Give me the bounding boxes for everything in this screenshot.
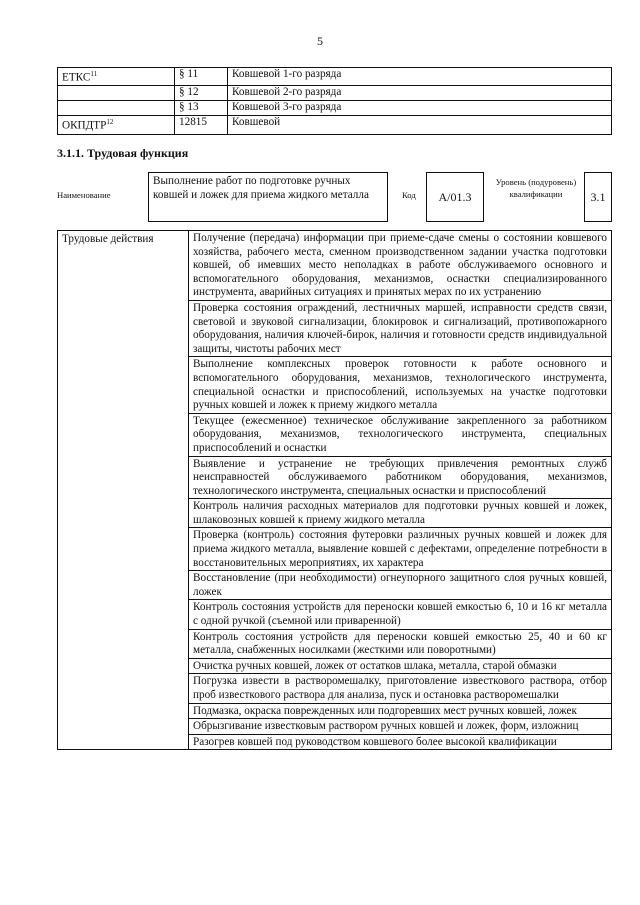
labor-action-item: Очистка ручных ковшей, ложек от остатков шлака, металла, старой обмазки (189, 658, 612, 674)
labor-actions-table (57, 230, 612, 750)
labor-action-item: Текущее (ежесменное) техническое обслуживание закрепленного за работником оборудования, механизмов, технологического инструмента, специальных приспособлений и оснастки (189, 413, 612, 456)
code-cell: 12815 (175, 116, 228, 134)
classifier-cell (58, 86, 175, 101)
labor-action-item: Погрузка извести в растворомешалку, приготовление известкового раствора, отбор проб известкового раствора для анализа, пуск и остановка растворомешалки (189, 674, 612, 703)
code-cell: § 12 (175, 86, 228, 101)
table-row (58, 101, 612, 116)
labor-actions-body (58, 231, 612, 750)
table-row (58, 86, 612, 101)
footnote-marker: 12 (106, 118, 114, 127)
labor-action-item: Выполнение комплексных проверок готовности к работе основного и вспомогательного оборудования, механизмов, технологического инструмента, специальной оснастки и приспособлений, используемых на участке подготовки ручных ковшей и ложек к приему жидкого металла (189, 357, 612, 413)
table-row (58, 68, 612, 86)
qualification-level-label: Уровень (подуровень) квалификации (495, 177, 577, 199)
labor-action-item: Контроль наличия расходных материалов для подготовки ручных ковшей и ложек, шлаковозных ковшей к приему жидкого металла (189, 499, 612, 528)
function-name: Выполнение работ по подготовке ручных ковшей и ложек для приема жидкого металла (148, 172, 388, 222)
footnote-marker: 11 (90, 70, 98, 78)
title-cell: Ковшевой (228, 116, 612, 134)
classifier-cell (58, 68, 175, 86)
labor-action-item: Выявление и устранение не требующих привлечения ремонтных служб неисправностей обслуживаемого работником оборудования, механизмов, технологического инструмента, специальных оснастки и приспособлений (189, 456, 612, 499)
classifier-name: ОКПДТР (62, 120, 107, 133)
labor-action-item: Подмазка, окраска поврежденных или подгоревших мест ручных ковшей, ложек (189, 703, 612, 719)
qualification-level: 3.1 (584, 172, 612, 222)
classifier-cell (58, 116, 175, 134)
labor-action-item: Получение (передача) информации при приеме-сдаче смены о состоянии ковшевого хозяйства, рабочего места, сменном производственном задании участка подготовки ковшей, об имевших место неполадках в работе обслуживаемого основного и вспомогательного оборудования, механизмов, оснастки специализированного инструмента, аварийных ситуациях и принятых мерах по их устранению (189, 231, 612, 301)
code-cell: § 13 (175, 101, 228, 116)
function-name-label: Наименование (57, 190, 111, 200)
table-row (58, 231, 612, 301)
title-cell: Ковшевой 1-го разряда (228, 68, 612, 86)
title-cell: Ковшевой 3-го разряда (228, 101, 612, 116)
labor-action-item: Восстановление (при необходимости) огнеупорного защитного слоя ручных ковшей, ложек (189, 571, 612, 600)
function-code: A/01.3 (426, 172, 484, 222)
table-row (58, 116, 612, 134)
labor-action-item: Проверка (контроль) состояния футеровки различных ручных ковшей и ложек для приема жидкого металла, выявление ковшей с дефектами, определение потребности в восстановительных мероприятиях, их характера (189, 528, 612, 571)
page-number: 5 (317, 34, 323, 48)
code-cell: § 11 (175, 68, 228, 86)
labor-action-item: Обрызгивание известковым раствором ручных ковшей и ложек, форм, изложниц (189, 719, 612, 735)
labor-action-item: Разогрев ковшей под руководством ковшевого более высокой квалификации (189, 734, 612, 750)
classifier-reference-table (57, 67, 612, 135)
labor-action-item: Проверка состояния ограждений, лестничных маршей, исправности средств связи, световой и звуковой сигнализации, блокировок и сигнализаций, противопожарного оборудования, наличия ключей-бирок, наличия и готовности средств индивидуальной защиты, чистоты рабочих мест (189, 300, 612, 356)
function-code-label: Код (402, 190, 416, 200)
classifier-name: ЕТКС (62, 71, 91, 84)
title-cell: Ковшевой 2-го разряда (228, 86, 612, 101)
section-title: 3.1.1. Трудовая функция (57, 146, 189, 160)
labor-action-item: Контроль состояния устройств для переноски ковшей емкостью 25, 40 и 60 кг металла, снабженных носилками (жесткими или поворотными) (189, 629, 612, 658)
classifier-cell (58, 101, 175, 116)
labor-action-item: Контроль состояния устройств для переноски ковшей емкостью 6, 10 и 16 кг металла с одной ручкой (съемной или приваренной) (189, 600, 612, 629)
labor-actions-label: Трудовые действия (58, 231, 189, 750)
